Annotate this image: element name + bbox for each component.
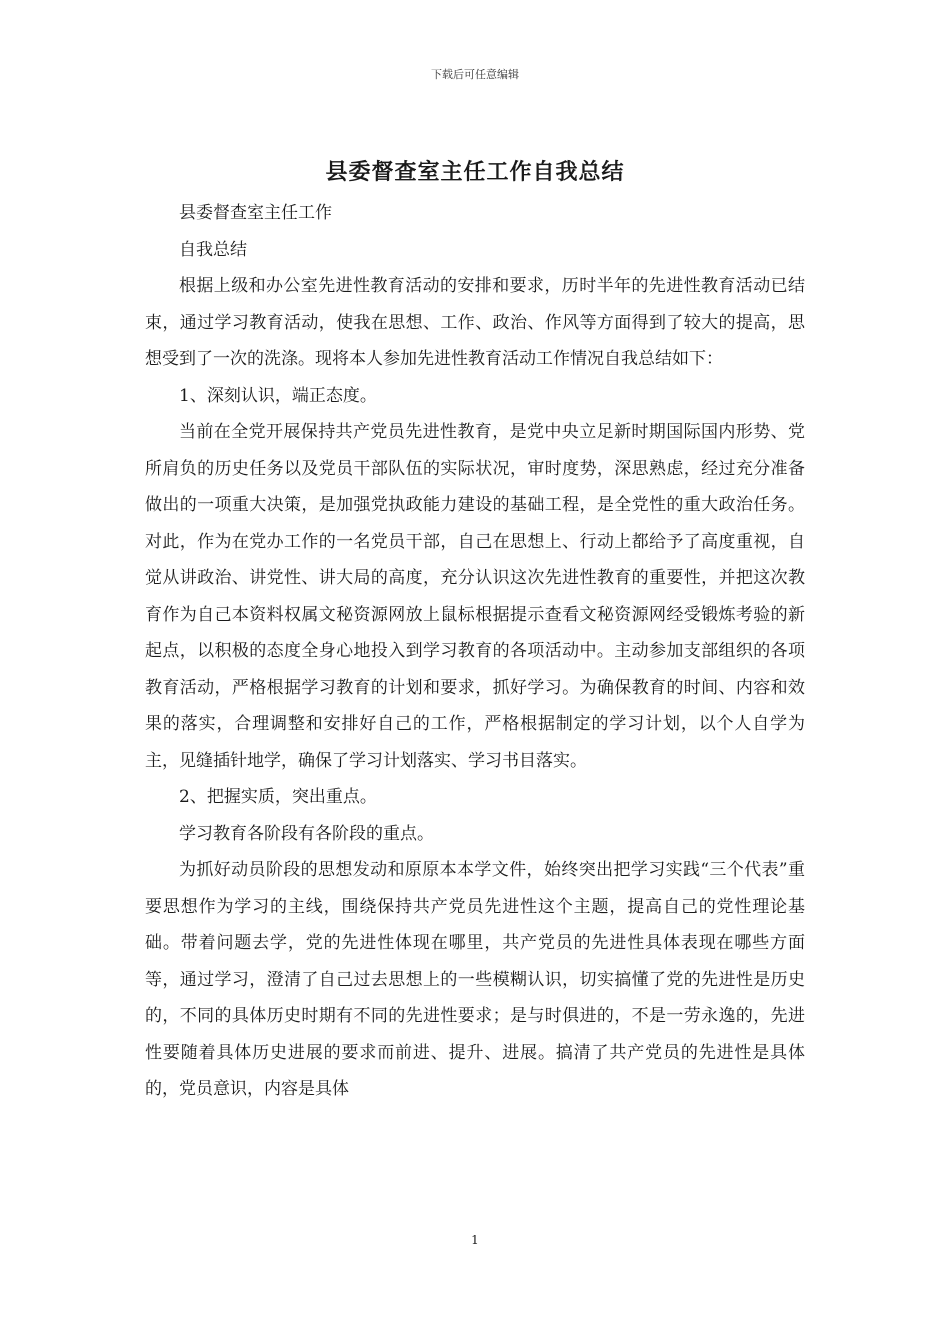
paragraph: 学习教育各阶段有各阶段的重点。 — [179, 823, 434, 844]
header-note: 下载后可任意编辑 — [431, 68, 519, 81]
section-heading: 1、深刻认识，端正态度。 — [179, 385, 377, 406]
document-body — [145, 195, 805, 1108]
paragraph: 当前在全党开展保持共产党员先进性教育，是党中央立足新时期国际国内形势、党所肩负的历史任务以及党员干部队伍的实际状况，审时度势，深思熟虑，经过充分准备做出的一项重大决策，是加强党执政能力建设的基础工程，是全党性的重大政治任务。对此，作为在党办工作的一名党员干部，自己在思想上、行动上都给予了高度重视，自觉从讲政治、讲党性、讲大局的高度，充分认识这次先进性教育的重要性，并把这次教育作为自己本资料权属文秘资源网放上鼠标根据提示查看文秘资源网经受锻炼考验的新起点，以积极的态度全身心地投入到学习教育的各项活动中。主动参加支部组织的各项教育活动，严格根据学习教育的计划和要求，抓好学习。为确保教育的时间、内容和效果的落实，合理调整和安排好自己的工作，严格根据制定的学习计划，以个人自学为主，见缝插针地学，确保了学习计划落实、学习书目落实。 — [145, 422, 805, 771]
paragraph: 为抓好动员阶段的思想发动和原原本本学文件，始终突出把学习实践“三个代表”重要思想作为学习的主线，围绕保持共产党员先进性这个主题，提高自己的党性理论基础。带着问题去学，党的先进性体现在哪里，共产党员的先进性具体表现在哪些方面等，通过学习，澄清了自己过去思想上的一些模糊认识，切实搞懂了党的先进性是历史的，不同的具体历史时期有不同的先进性要求；是与时俱进的，不是一劳永逸的，先进性要随着具体历史进展的要求而前进、提升、进展。搞清了共产党员的先进性是具体的，党员意识，内容是具体 — [145, 860, 805, 1099]
section-heading: 2、把握实质，突出重点。 — [179, 787, 377, 807]
paragraph: 自我总结 — [179, 239, 247, 260]
paragraph: 县委督查室主任工作 — [179, 203, 332, 223]
page-number: 1 — [471, 1233, 479, 1247]
document-title: 县委督查室主任工作自我总结 — [325, 159, 625, 185]
paragraph: 根据上级和办公室先进性教育活动的安排和要求，历时半年的先进性教育活动已结束，通过学习教育活动，使我在思想、工作、政治、作风等方面得到了较大的提高，思想受到了一次的洗涤。现将本人参加先进性教育活动工作情况自我总结如下： — [145, 276, 805, 369]
